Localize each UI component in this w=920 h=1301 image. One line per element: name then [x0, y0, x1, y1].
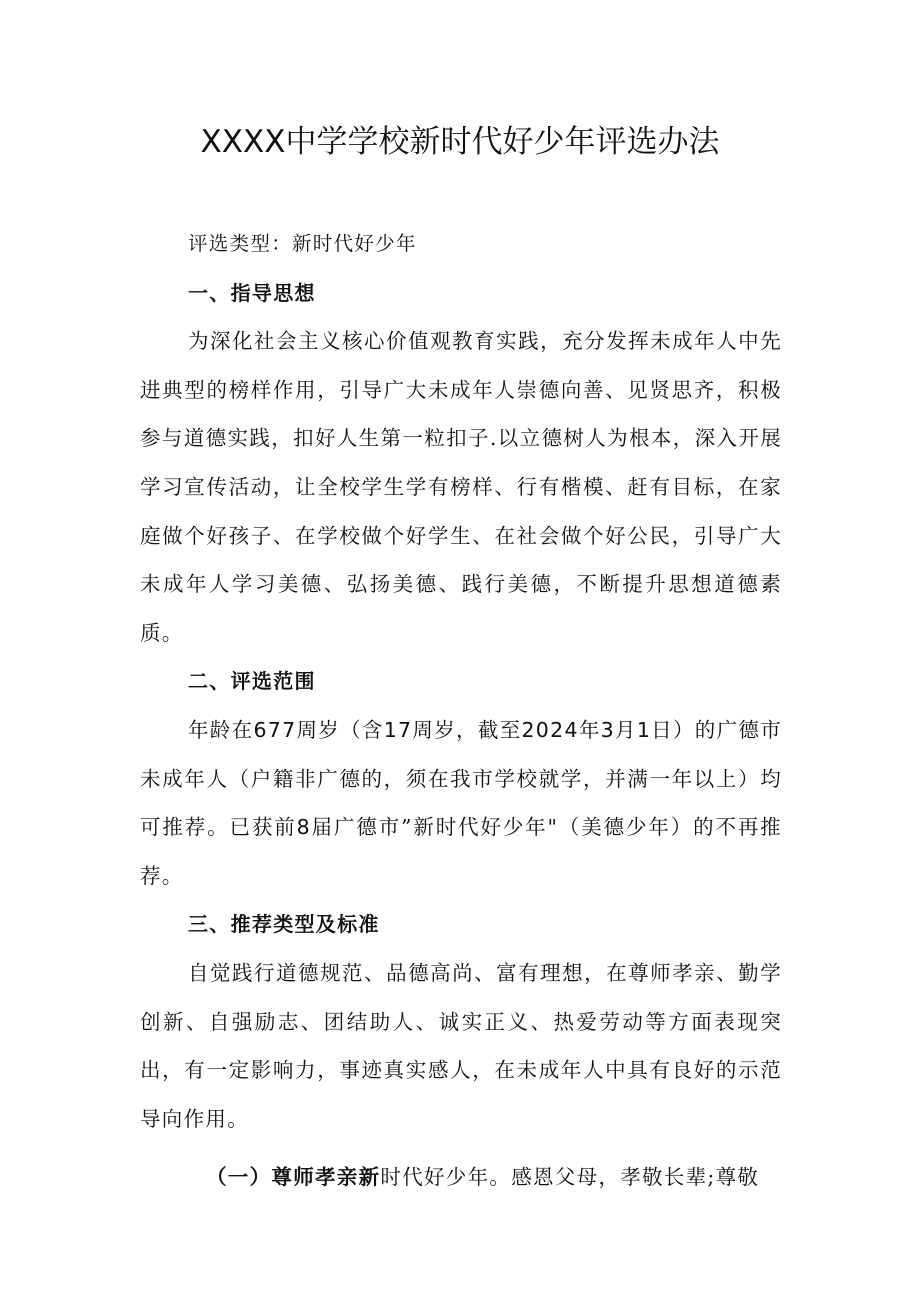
subsection-bold-title: 尊师孝亲新: [271, 1165, 381, 1190]
subsection-label: （一）: [206, 1165, 272, 1190]
scope-text-e: 届广德市”新时代好少年"（美德少年）的不再推荐。: [140, 815, 782, 888]
document-body: [140, 220, 782, 1202]
scope-age-2: 17: [383, 717, 413, 742]
subsection-text: 时代好少年。感恩父母，孝敬长辈;尊敬: [380, 1165, 760, 1190]
scope-text-b: 周岁（含: [296, 717, 384, 742]
section-paragraph-guiding-ideology: 为深化社会主义核心价值观教育实践，充分发挥未成年人中先进典型的榜样作用，引导广大未成年人崇德向善、见贤思齐，积极参与道德实践，扣好人生第一粒扣子.以立德树人为根本，深入开展学习宣传活动，让全校学生学有榜样、行有楷模、赶有目标，在家庭做个好孩子、在学校做个好学生、在社会做个好公民，引导广大未成年人学习美德、弘扬美德、践行美德，不断提升思想道德素质。: [140, 329, 782, 645]
scope-text-d: ）的广德市未成年人（户籍非广德的，须在我市学校就学，并满一年以上）均可推荐。已获前: [140, 717, 783, 840]
section-paragraph-selection-scope: [140, 706, 782, 900]
scope-text-c: 周岁，截至: [412, 717, 522, 742]
section-paragraph-recommendation-types: 自觉践行道德规范、品德高尚、富有理想，在尊师孝亲、勤学创新、自强励志、团结助人、诚实正义、热爱劳动等方面表现突出，有一定影响力，事迹真实感人，在未成年人中具有良好的示范导向作用。: [140, 960, 782, 1131]
scope-count: 8: [296, 815, 311, 840]
selection-type-line: 评选类型：新时代好少年: [188, 232, 417, 255]
section-heading-selection-scope: 二、评选范围: [188, 669, 316, 694]
scope-text-a: 年龄在: [188, 717, 254, 742]
scope-age: 677: [253, 717, 297, 742]
subsection-respect-teachers: [140, 1153, 782, 1202]
section-heading-guiding-ideology: 一、指导思想: [188, 280, 316, 305]
document-title: XXXX中学学校新时代好少年评选办法: [200, 124, 720, 160]
section-heading-recommendation-types: 三、推荐类型及标准: [188, 912, 380, 937]
scope-date: 2024年3月1日: [521, 717, 673, 742]
